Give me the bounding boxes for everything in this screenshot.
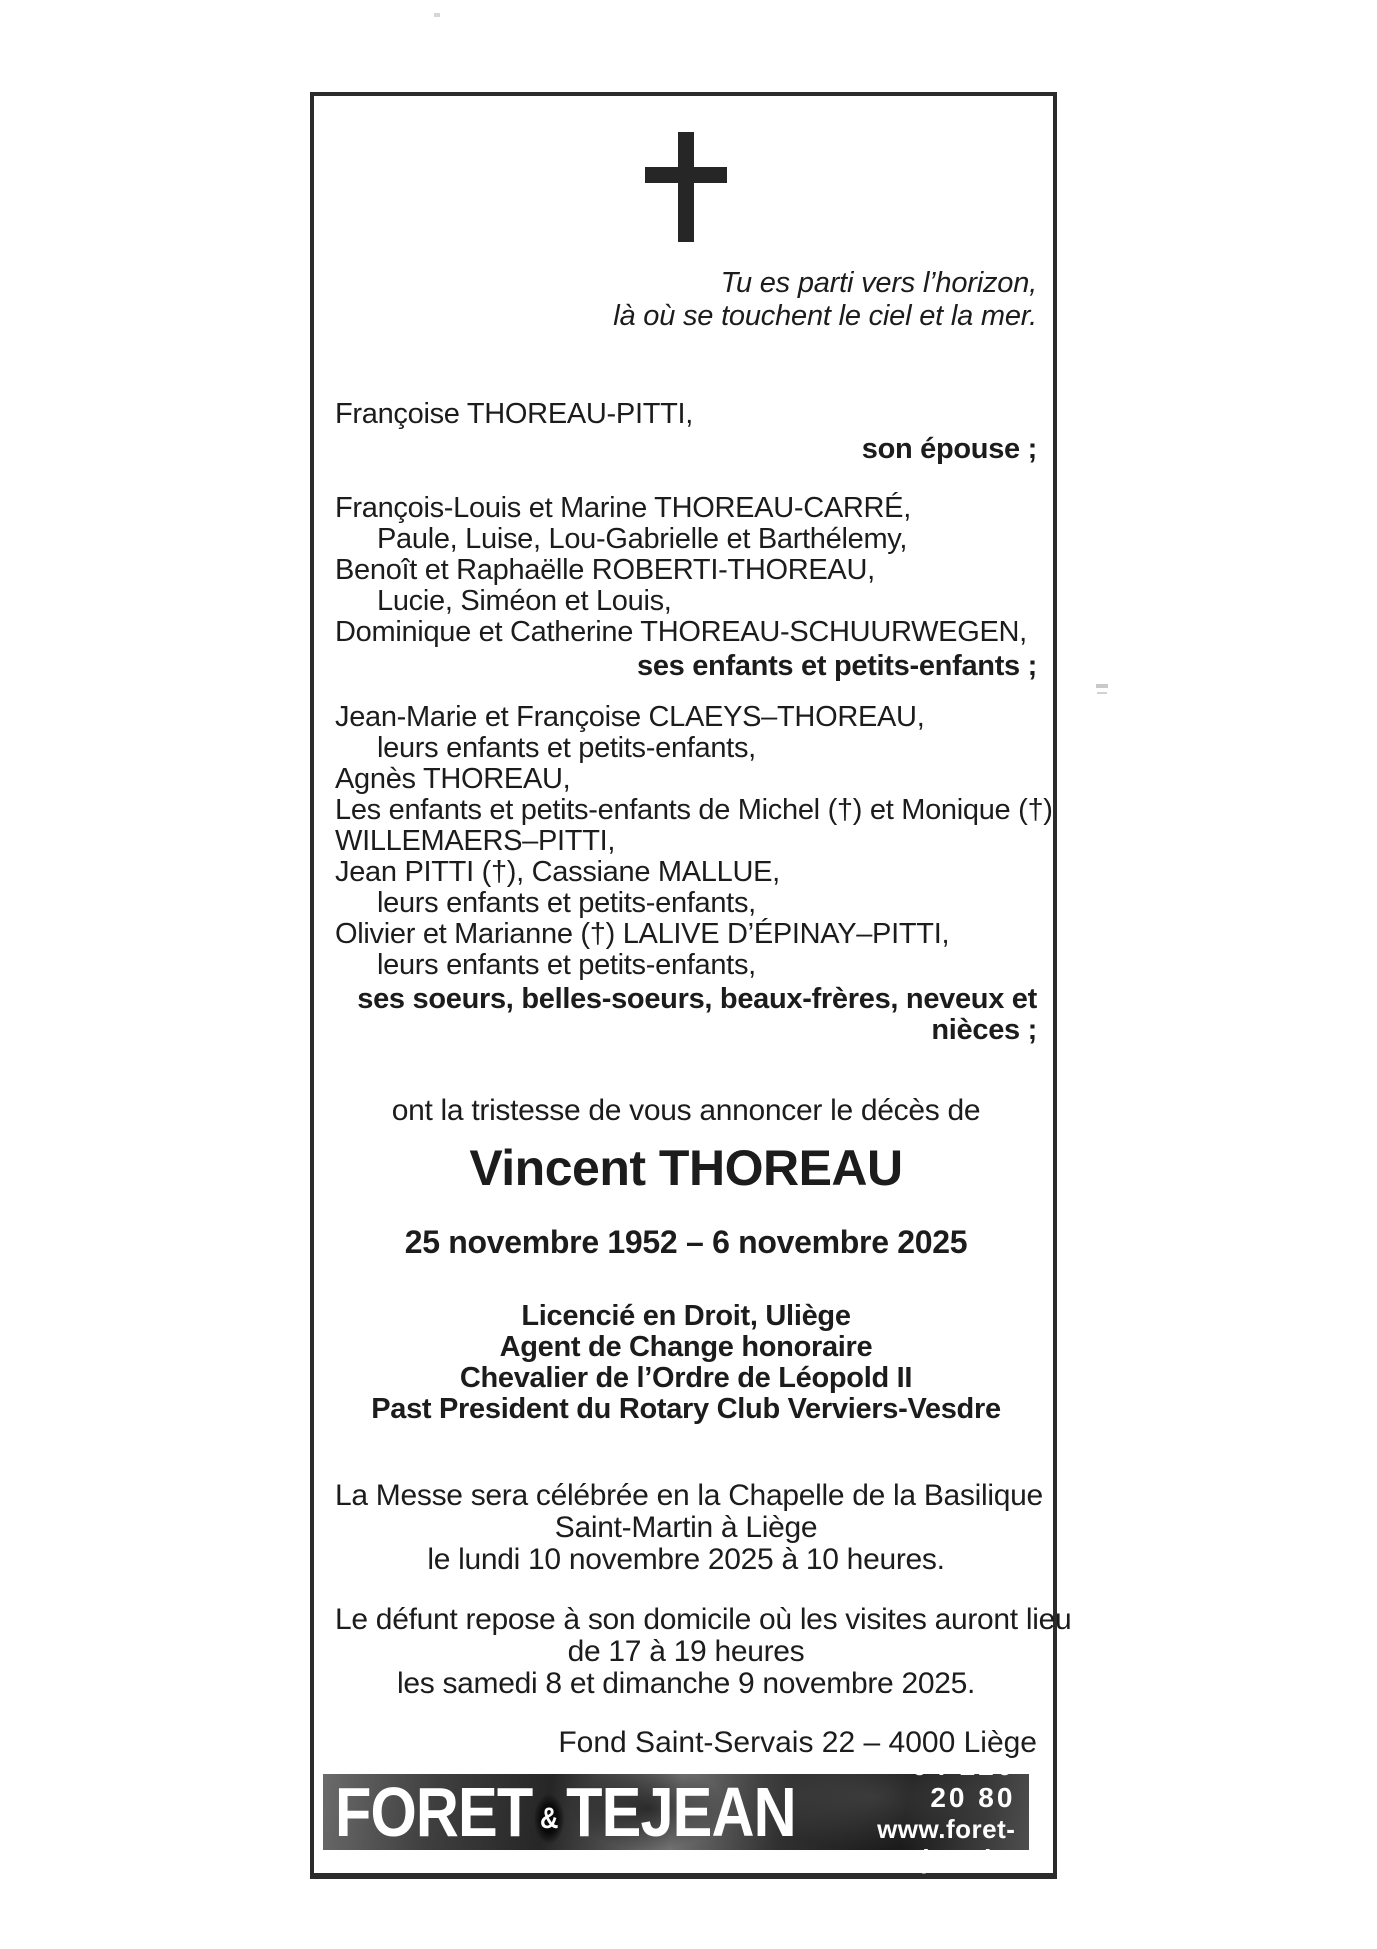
funeral-home-phone: 04 220 20 80 (911, 1750, 1016, 1813)
text-line: Past President du Rotary Club Verviers-Vesdre (371, 1393, 1001, 1425)
text-line: Licencié en Droit, Uliège (521, 1300, 851, 1332)
text-line: WILLEMAERS–PITTI, (335, 825, 616, 857)
text-line: Jean PITTI (†), Cassiane MALLUE, (335, 856, 780, 888)
text-line: le lundi 10 novembre 2025 à 10 heures. (427, 1543, 945, 1576)
text-line: Agent de Change honoraire (499, 1331, 873, 1363)
spouse-relation: son épouse ; (861, 433, 1037, 465)
text-line: les samedi 8 et dimanche 9 novembre 2025. (396, 1667, 976, 1700)
text-line: Lucie, Siméon et Louis, (377, 585, 672, 617)
funeral-home-website: www.foret-tejean.be (877, 1814, 1016, 1874)
ceremony-block (335, 1479, 1043, 1576)
extended-relation-line: ses soeurs, belles-soeurs, beaux-frères, neveux et (357, 983, 1037, 1015)
funeral-home-contact (877, 1750, 1015, 1874)
text-line: Agnès THOREAU, (335, 763, 571, 795)
spouse-block (335, 399, 1037, 465)
cross-vertical-bar (678, 132, 694, 242)
home-address: Fond Saint-Servais 22 – 4000 Liège (558, 1726, 1037, 1759)
children-relation: ses enfants et petits-enfants ; (636, 650, 1037, 682)
text-line: Jean-Marie et Françoise CLAEYS–THOREAU, (335, 701, 925, 733)
deceased-dates: 25 novembre 1952 – 6 novembre 2025 (404, 1224, 968, 1260)
extended-family-names (335, 701, 1053, 981)
text-line: Dominique et Catherine THOREAU-SCHUURWEGEN, (335, 616, 1027, 648)
obituary-card (310, 92, 1072, 1879)
logo-ampersand: & (534, 1794, 564, 1844)
cross-icon (645, 132, 727, 242)
text-line: Benoît et Raphaëlle ROBERTI-THOREAU, (335, 554, 875, 586)
epigraph-line: Tu es parti vers l’horizon, (720, 267, 1037, 299)
deceased-name: Vincent THOREAU (469, 1140, 903, 1196)
children-block (335, 493, 1037, 682)
visits-block (335, 1603, 1072, 1700)
cross-horizontal-bar (645, 167, 727, 183)
extended-relation-line: nièces ; (931, 1014, 1037, 1046)
text-line: de 17 à 19 heures (567, 1635, 805, 1668)
text-line: François-Louis et Marine THOREAU-CARRÉ, (335, 492, 911, 524)
scan-artifact (1096, 684, 1108, 688)
funeral-home-logo (335, 1773, 796, 1851)
text-line: Chevalier de l’Ordre de Léopold II (459, 1362, 913, 1394)
text-line: Le défunt repose à son domicile où les visites auront lieu (335, 1603, 1072, 1636)
extended-family-block (335, 701, 1053, 1046)
text-line: La Messe sera célébrée en la Chapelle de la Basilique (335, 1479, 1043, 1512)
text-line: Saint-Martin à Liège (554, 1511, 818, 1544)
scan-artifact (434, 13, 440, 17)
announcement-text: ont la tristesse de vous annoncer le décès de (391, 1094, 981, 1127)
spouse-name: Françoise THOREAU-PITTI, (335, 398, 694, 430)
logo-word-tejean: TEJEAN (566, 1773, 796, 1851)
text-line: Les enfants et petits-enfants de Michel (†) et Monique (†) (335, 794, 1053, 826)
funeral-home-banner (323, 1750, 1029, 1874)
titles-block (335, 1301, 1037, 1425)
epigraph (335, 267, 1037, 333)
text-line: Olivier et Marianne (†) LALIVE D’ÉPINAY–PITTI, (335, 918, 950, 950)
epigraph-line: là où se touchent le ciel et la mer. (613, 300, 1037, 332)
children-names (335, 493, 1037, 648)
text-line: leurs enfants et petits-enfants, (377, 732, 756, 764)
text-line: leurs enfants et petits-enfants, (377, 949, 756, 981)
text-line: Paule, Luise, Lou-Gabrielle et Barthélemy, (377, 523, 908, 555)
logo-word-foret: FORET (335, 1773, 533, 1851)
text-line: leurs enfants et petits-enfants, (377, 887, 756, 919)
